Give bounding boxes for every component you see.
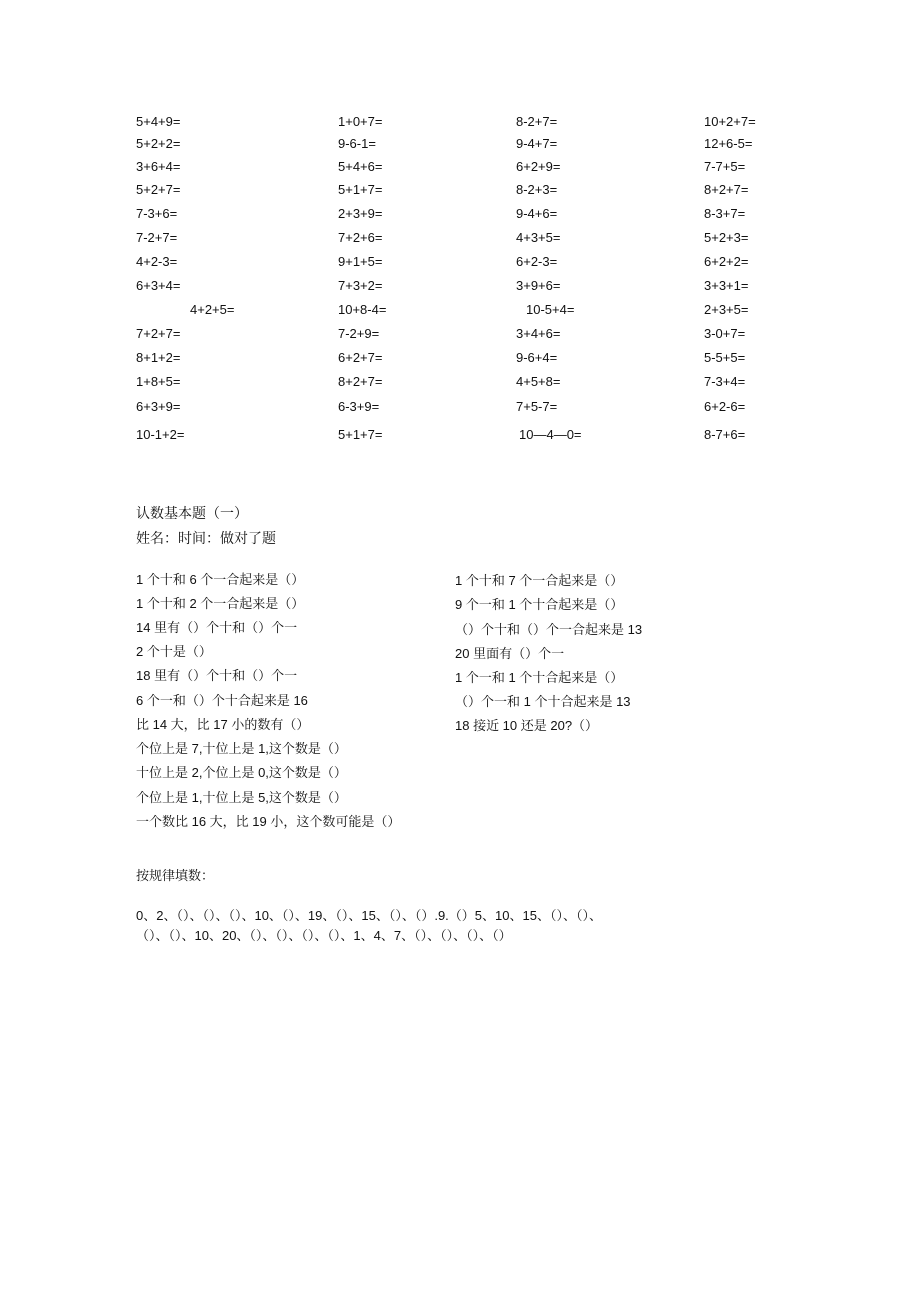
arithmetic-problem: 8-2+7= [516,114,558,129]
arithmetic-problem: 9-6-1= [338,136,376,151]
arithmetic-row [0,252,920,272]
question-item: （）个十和（）个一合起来是 13 [455,622,643,637]
arithmetic-problem: 6-3+9= [338,399,380,414]
arithmetic-row [0,300,920,320]
arithmetic-problem: 10-5+4= [526,302,575,317]
arithmetic-problem: 5-5+5= [704,350,746,365]
question-item: 十位上是 2,个位上是 0,这个数是（） [136,765,347,780]
arithmetic-problem: 6+3+4= [136,278,181,293]
arithmetic-problem: 5+2+2= [136,136,181,151]
question-item: 个位上是 1,十位上是 5,这个数是（） [136,790,347,805]
arithmetic-problem: 5+2+3= [704,230,749,245]
arithmetic-problem: 2+3+5= [704,302,749,317]
arithmetic-problem: 3+4+6= [516,326,561,341]
arithmetic-problem: 10+8-4= [338,302,387,317]
arithmetic-problem: 12+6-5= [704,136,753,151]
worksheet-subtitle: 姓名：时间：做对了题 [136,530,276,546]
arithmetic-problem: 10+2+7= [704,114,756,129]
arithmetic-problem: 8+2+7= [338,374,383,389]
arithmetic-problem: 7+2+7= [136,326,181,341]
question-item: 1 个十和 2 个一合起来是（） [136,596,305,611]
arithmetic-row [0,324,920,344]
arithmetic-problem: 7+5-7= [516,399,558,414]
fill-pattern-title: 按规律填数： [136,868,215,883]
arithmetic-problem: 5+4+9= [136,114,181,129]
question-item: 6 个一和（）个十合起来是 16 [136,693,308,708]
arithmetic-problem: 5+4+6= [338,159,383,174]
arithmetic-problem: 7-3+6= [136,206,178,221]
arithmetic-problem: 6+2-3= [516,254,558,269]
arithmetic-problem: 6+2-6= [704,399,746,414]
arithmetic-problem: 2+3+9= [338,206,383,221]
arithmetic-row [0,228,920,248]
arithmetic-problem: 8+1+2= [136,350,181,365]
question-item: 一个数比 16 大，比 19 小，这个数可能是（） [136,814,401,829]
arithmetic-problem: 9+1+5= [338,254,383,269]
arithmetic-row [0,276,920,296]
question-item: 18 接近 10 还是 20?（） [455,718,599,733]
arithmetic-problem: 1+8+5= [136,374,181,389]
arithmetic-problem: 3+3+1= [704,278,749,293]
arithmetic-problem: 8-2+3= [516,182,558,197]
question-item: 9 个一和 1 个十合起来是（） [455,597,624,612]
question-item: （）个一和 1 个十合起来是 13 [455,694,631,709]
arithmetic-problem: 7+3+2= [338,278,383,293]
arithmetic-problem: 8+2+7= [704,182,749,197]
arithmetic-problem: 8-7+6= [704,427,746,442]
arithmetic-problem: 7+2+6= [338,230,383,245]
arithmetic-problem: 9-4+7= [516,136,558,151]
arithmetic-problem: 7-2+7= [136,230,178,245]
arithmetic-problem: 6+2+9= [516,159,561,174]
question-item: 20 里面有（）个一 [455,646,565,661]
arithmetic-row [0,157,920,177]
question-item: 18 里有（）个十和（）个一 [136,668,298,683]
arithmetic-problem: 5+1+7= [338,427,383,442]
arithmetic-problem: 10-1+2= [136,427,185,442]
arithmetic-problem: 5+2+7= [136,182,181,197]
arithmetic-problem: 6+3+9= [136,399,181,414]
arithmetic-problem: 4+3+5= [516,230,561,245]
question-item: 14 里有（）个十和（）个一 [136,620,298,635]
arithmetic-row [0,397,920,417]
worksheet-title: 认数基本题（一） [136,505,248,521]
question-item: 1 个一和 1 个十合起来是（） [455,670,624,685]
arithmetic-row [0,348,920,368]
arithmetic-problem: 6+2+7= [338,350,383,365]
arithmetic-problem: 7-7+5= [704,159,746,174]
arithmetic-problem: 3+9+6= [516,278,561,293]
arithmetic-problem: 10—4—0= [519,427,582,442]
question-item: 1 个十和 6 个一合起来是（） [136,572,305,587]
question-item: 比 14 大，比 17 小的数有（） [136,717,310,732]
arithmetic-problem: 4+2-3= [136,254,178,269]
arithmetic-problem: 9-4+6= [516,206,558,221]
arithmetic-row [0,204,920,224]
arithmetic-row [0,372,920,392]
arithmetic-problem: 4+5+8= [516,374,561,389]
arithmetic-problem: 3+6+4= [136,159,181,174]
arithmetic-row [0,425,920,445]
fill-pattern-line: （）、（）、10、20、（）、（）、（）、（）、1、4、7、（）、（）、（）、（） [136,928,512,943]
arithmetic-problem: 5+1+7= [338,182,383,197]
arithmetic-problem: 6+2+2= [704,254,749,269]
question-item: 1 个十和 7 个一合起来是（） [455,573,624,588]
arithmetic-row [0,134,920,154]
fill-pattern-line: 0、2、（）、（）、（）、10、（）、19、（）、15、（）、（）.9.（）5、10、15、（）、（）、 [136,908,602,923]
question-item: 2 个十是（） [136,644,212,659]
arithmetic-problem: 4+2+5= [190,302,235,317]
arithmetic-problem: 9-6+4= [516,350,558,365]
arithmetic-problem: 7-3+4= [704,374,746,389]
arithmetic-problem: 3-0+7= [704,326,746,341]
arithmetic-row [0,180,920,200]
arithmetic-problem: 8-3+7= [704,206,746,221]
arithmetic-row [0,112,920,132]
arithmetic-problem: 1+0+7= [338,114,383,129]
question-item: 个位上是 7,十位上是 1,这个数是（） [136,741,347,756]
arithmetic-problem: 7-2+9= [338,326,380,341]
